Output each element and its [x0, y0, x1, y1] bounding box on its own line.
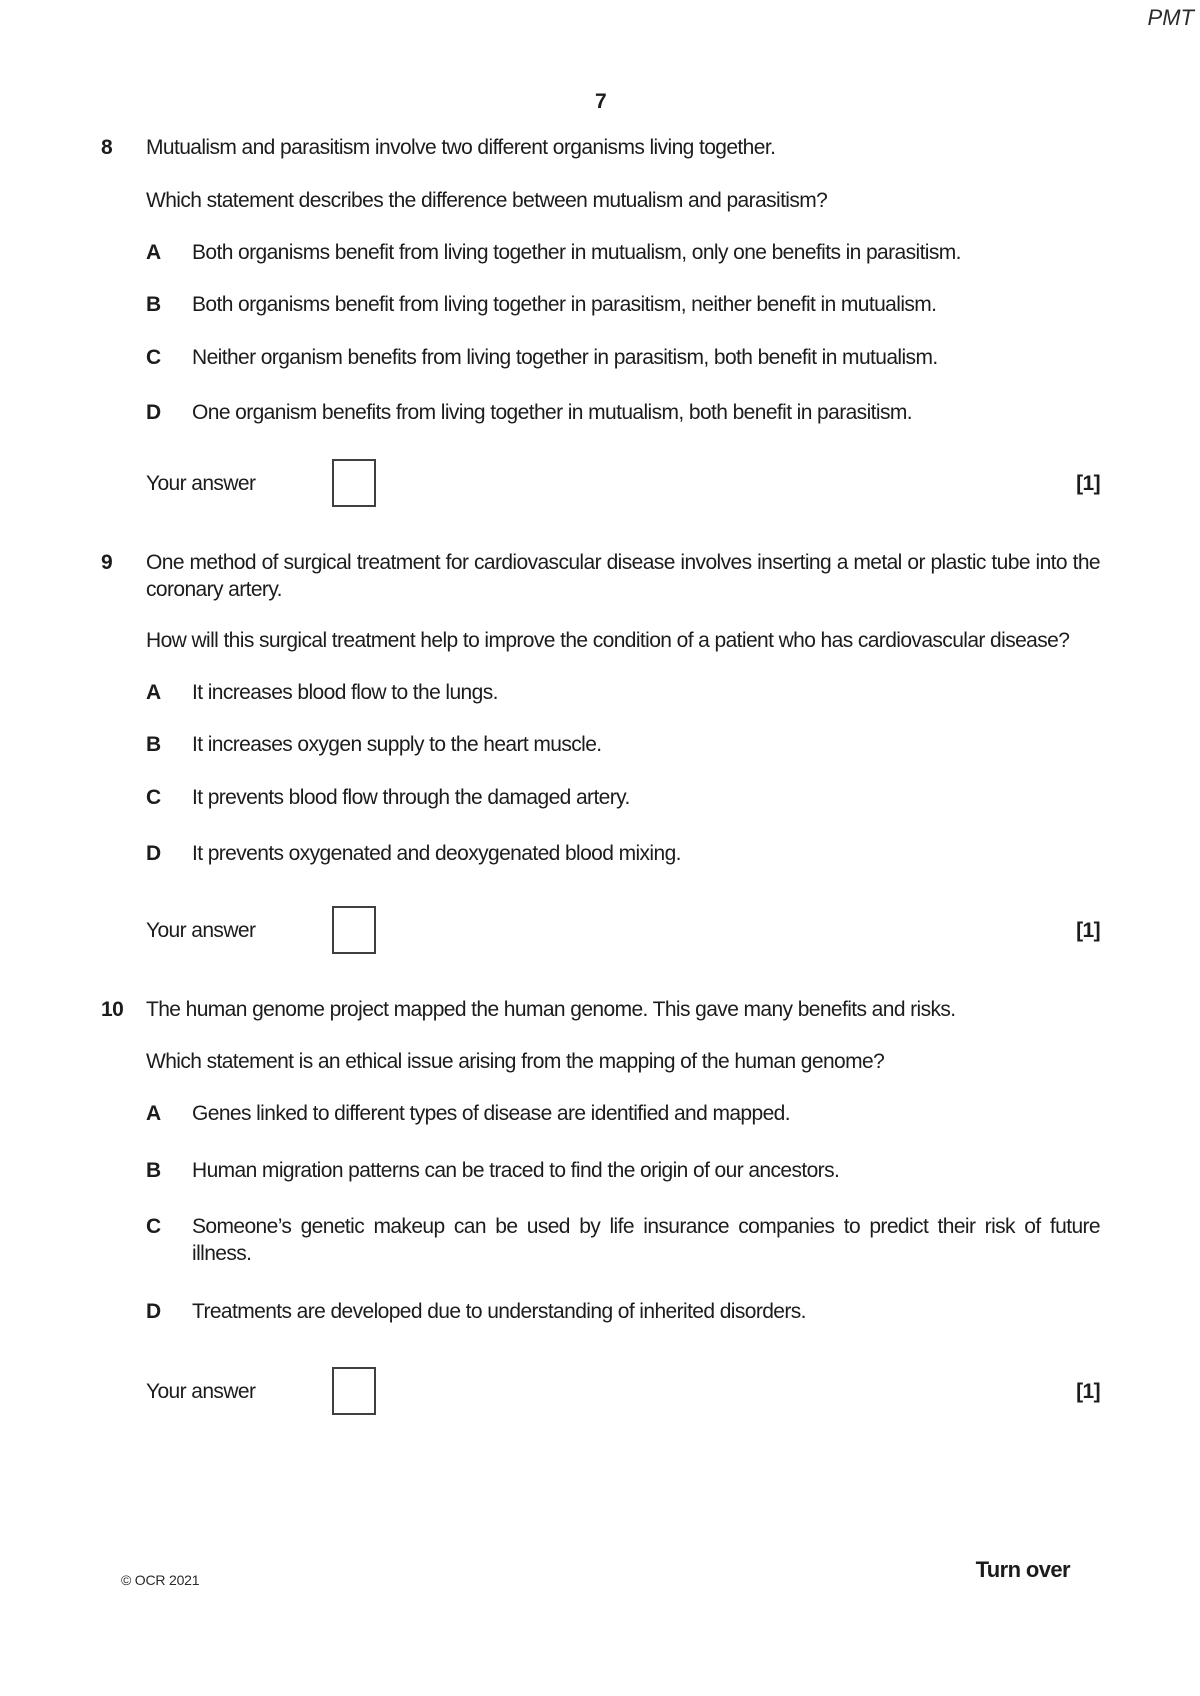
- option-letter: D: [146, 842, 161, 865]
- question-9-option-b: [146, 731, 1100, 758]
- question-10-body: [146, 996, 1100, 1415]
- question-10-marks: [1]: [1076, 1379, 1100, 1403]
- page-number: 7: [594, 90, 607, 113]
- question-8-answer-box[interactable]: [332, 459, 376, 507]
- option-text: Genes linked to different types of disease are identified and mapped.: [192, 1102, 790, 1125]
- turn-over-label: Turn over: [975, 1557, 1070, 1582]
- question-9-answer-box[interactable]: [332, 906, 376, 954]
- option-letter: A: [146, 241, 161, 264]
- your-answer-label: Your answer: [146, 1379, 256, 1403]
- question-8-number: 8: [101, 136, 113, 159]
- question-10-answer-row: [146, 1367, 1100, 1415]
- question-8-option-c: [146, 344, 1100, 371]
- question-10-stem: The human genome project mapped the human genome. This gave many benefits and risks.: [146, 998, 956, 1021]
- question-8-option-a: [146, 239, 1100, 266]
- question-8-body: [146, 134, 1100, 507]
- option-text: Treatments are developed due to understanding of inherited disorders.: [192, 1300, 806, 1323]
- your-answer-label: Your answer: [146, 918, 256, 942]
- option-letter: C: [146, 1215, 161, 1238]
- question-9-answer-row: [146, 906, 1100, 954]
- question-8-stem: Mutualism and parasitism involve two different organisms living together.: [146, 136, 776, 159]
- option-text: Someone’s genetic makeup can be used by life insurance companies to predict their risk of future illness.: [192, 1215, 1100, 1265]
- question-8-option-d: [146, 399, 1100, 426]
- question-10-option-c: [146, 1213, 1100, 1267]
- option-text: Human migration patterns can be traced to find the origin of our ancestors.: [192, 1159, 840, 1182]
- question-8: [101, 134, 1100, 507]
- option-letter: A: [146, 1102, 161, 1125]
- option-letter: C: [146, 346, 161, 369]
- question-9-marks: [1]: [1076, 918, 1100, 942]
- question-10-option-a: [146, 1100, 1100, 1127]
- option-text: It increases blood flow to the lungs.: [192, 681, 498, 704]
- option-letter: B: [146, 293, 161, 316]
- option-letter: D: [146, 401, 161, 424]
- question-9-prompt: How will this surgical treatment help to improve the condition of a patient who has cardiovascular disease?: [146, 629, 1070, 652]
- option-letter: D: [146, 1300, 161, 1323]
- question-10-option-d: [146, 1298, 1100, 1325]
- question-10-option-b: [146, 1157, 1100, 1184]
- question-8-option-b: [146, 291, 1100, 318]
- option-text: It prevents blood flow through the damaged artery.: [192, 786, 630, 809]
- question-9: [101, 549, 1100, 954]
- option-letter: A: [146, 681, 161, 704]
- your-answer-label: Your answer: [146, 471, 256, 495]
- question-8-marks: [1]: [1076, 471, 1100, 495]
- question-10-number: 10: [101, 998, 124, 1021]
- option-text: Both organisms benefit from living together in mutualism, only one benefits in parasitism.: [192, 241, 961, 264]
- copyright-notice: © OCR 2021: [121, 1572, 200, 1588]
- option-text: One organism benefits from living together in mutualism, both benefit in parasitism.: [192, 401, 912, 424]
- question-9-option-d: [146, 840, 1100, 867]
- option-letter: B: [146, 1159, 161, 1182]
- option-letter: C: [146, 786, 161, 809]
- question-9-number: 9: [101, 551, 113, 574]
- question-8-answer-row: [146, 459, 1100, 507]
- question-9-body: [146, 549, 1100, 954]
- option-letter: B: [146, 733, 161, 756]
- question-9-option-a: [146, 679, 1100, 706]
- option-text: Neither organism benefits from living together in parasitism, both benefit in mutualism.: [192, 346, 938, 369]
- question-10: [101, 996, 1100, 1415]
- question-9-option-c: [146, 784, 1100, 811]
- question-10-prompt: Which statement is an ethical issue arising from the mapping of the human genome?: [146, 1050, 885, 1073]
- question-9-stem: One method of surgical treatment for cardiovascular disease involves inserting a metal or plastic tube into the coronary artery.: [146, 551, 1100, 601]
- question-8-prompt: Which statement describes the difference between mutualism and parasitism?: [146, 189, 828, 212]
- question-10-answer-box[interactable]: [332, 1367, 376, 1415]
- option-text: It prevents oxygenated and deoxygenated blood mixing.: [192, 842, 681, 865]
- pmt-watermark: PMT: [1147, 5, 1194, 30]
- option-text: It increases oxygen supply to the heart muscle.: [192, 733, 602, 756]
- page-content: [101, 88, 1100, 1415]
- option-text: Both organisms benefit from living together in parasitism, neither benefit in mutualism.: [192, 293, 937, 316]
